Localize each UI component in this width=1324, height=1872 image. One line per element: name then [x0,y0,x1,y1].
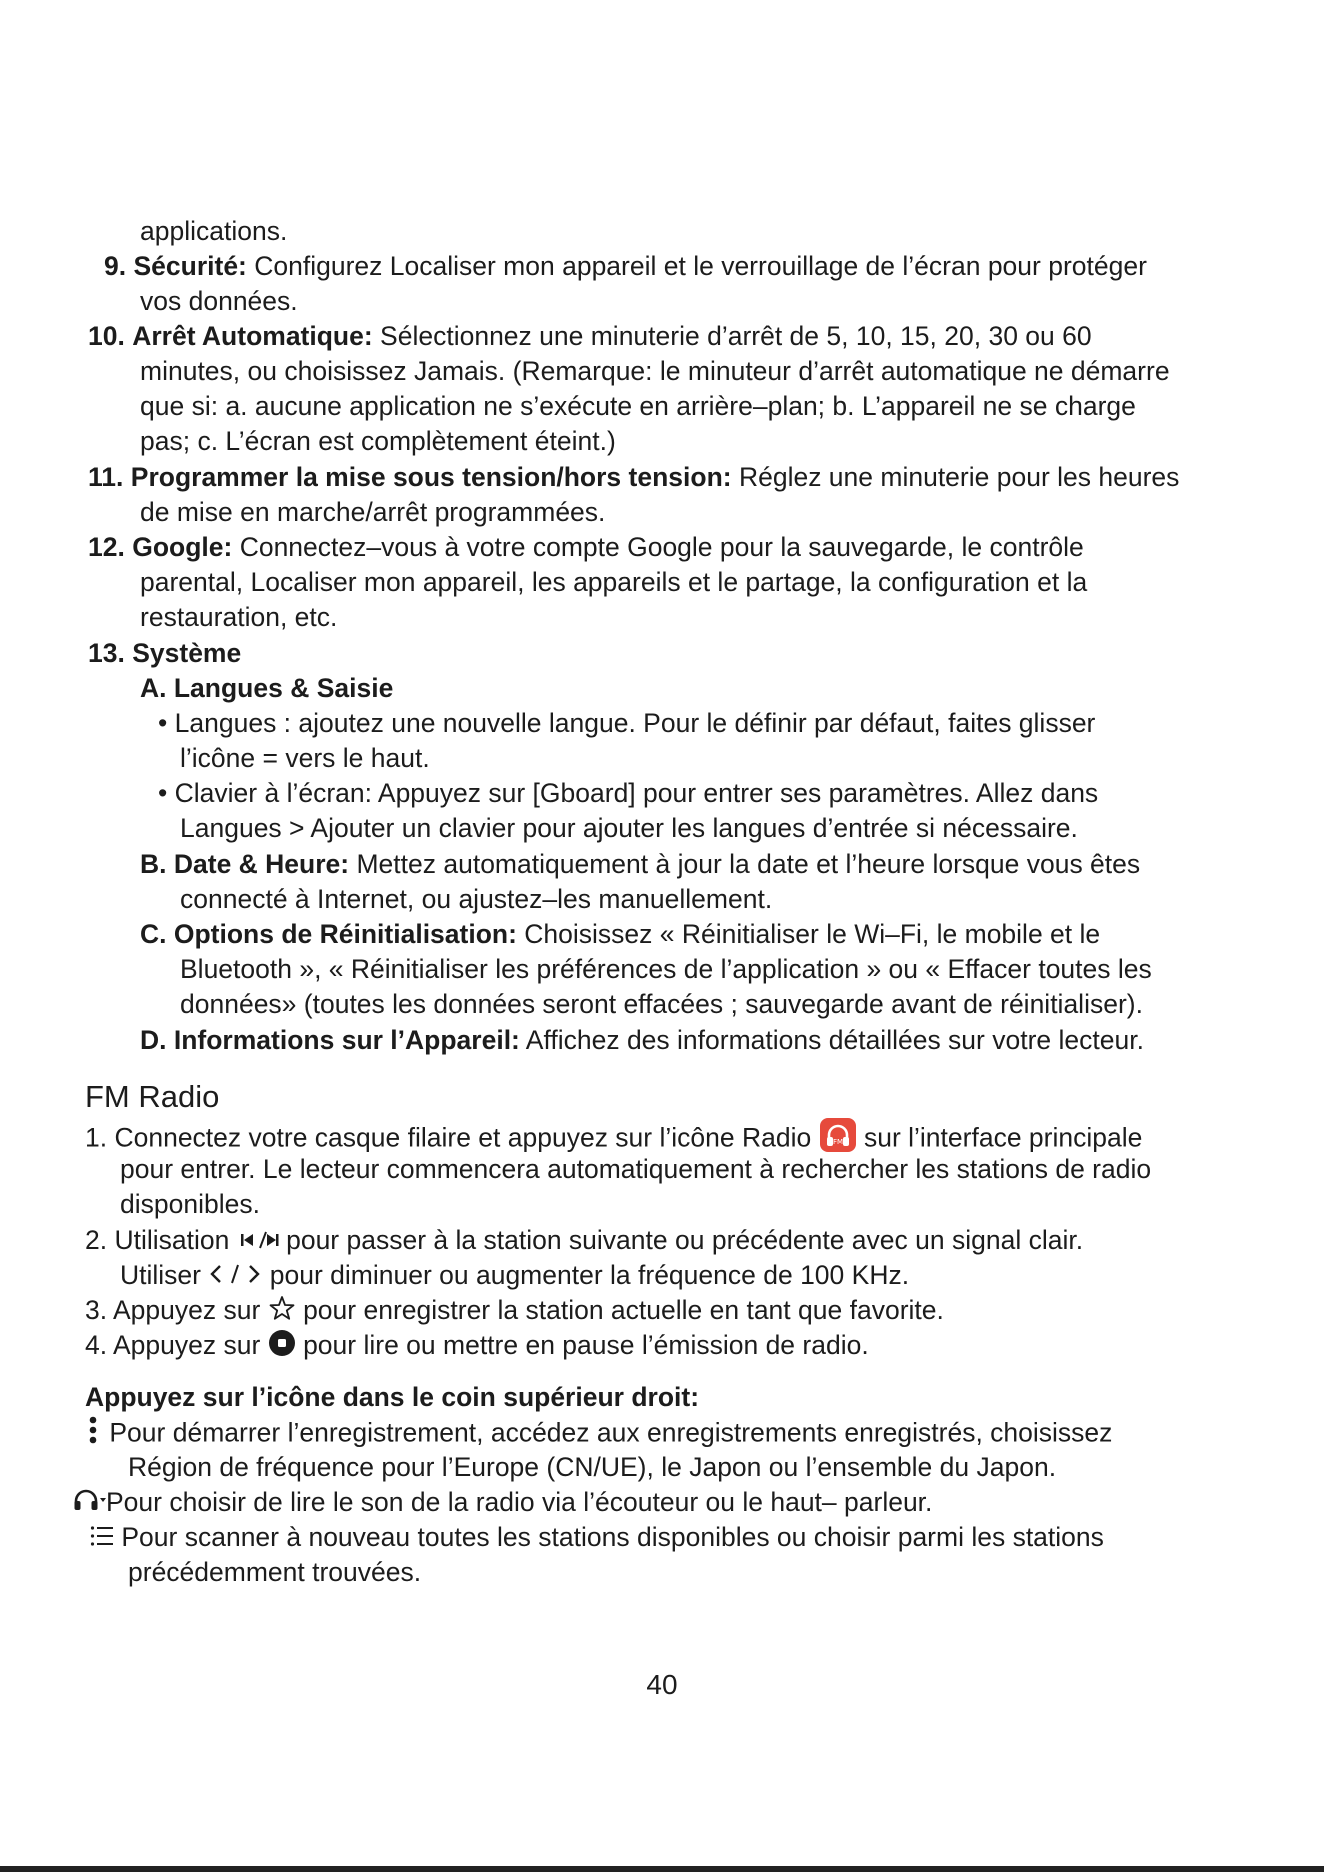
list-icon [90,1522,114,1557]
bullet-langues: • Langues : ajoutez une nouvelle langue. Pour le définir par défaut, faites glisser [158,708,1096,738]
item-text: Configurez Localiser mon appareil et le verrouillage de l’écran pour protéger [246,251,1147,281]
item-12 [88,530,1084,565]
step-text: pour enregistrer la station actuelle en tant que favorite. [303,1295,944,1325]
step-text: sur l’interface principale [863,1122,1143,1153]
chevron-left-right-icon [208,1260,262,1295]
subsection-text: Mettez automatiquement à jour la date et l’heure lorsque vous êtes [349,849,1141,879]
item-9 [104,249,1147,284]
star-icon [268,1294,296,1331]
step-text: 2. Utilisation [85,1225,230,1255]
item-title: Programmer la mise sous tension/hors tension: [130,462,732,492]
subsection-c-line-2: Bluetooth », « Réinitialiser les préférences de l’application » ou « Effacer toutes les [180,954,1152,984]
step-text: pour diminuer ou augmenter la fréquence de 100 KHz. [269,1260,910,1290]
item-title: Google: [132,532,233,562]
svg-text:FM: FM [832,1138,843,1146]
item-10-line-2: minutes, ou choisissez Jamais. (Remarque: le minuteur d’arrêt automatique ne démarre [140,356,1170,386]
prev-next-icon [237,1225,279,1260]
item-11-line-2: de mise en marche/arrêt programmées. [140,497,606,527]
item-title: Sécurité: [133,251,247,281]
bullet-clavier-line-2: Langues > Ajouter un clavier pour ajouter les langues d’entrée si nécessaire. [180,813,1078,843]
step-text: Utiliser [120,1260,201,1290]
menu-option-line-2: Région de fréquence pour l’Europe (CN/UE), le Japon ou l’ensemble du Japon. [128,1452,1057,1482]
list-option [90,1520,1104,1557]
subsection-title: D. Informations sur l’Appareil: [140,1025,520,1055]
step-text: pour lire ou mettre en pause l’émission de radio. [303,1330,869,1360]
subsection-c [140,917,1100,952]
item-12-line-2: parental, Localiser mon appareil, les appareils et le partage, la configuration et la [140,567,1088,597]
item-10-line-3: que si: a. aucune application ne s’exécute en arrière–plan; b. L’appareil ne se charge [140,391,1136,421]
option-text: Pour démarrer l’enregistrement, accédez aux enregistrements enregistrés, choisissez [109,1417,1113,1448]
subsection-title: C. Options de Réinitialisation: [140,919,517,949]
intro-continuation: applications. [140,216,288,246]
bullet-langues-line-2: l’icône = vers le haut. [180,743,430,773]
item-number: 9. [104,251,127,281]
subsection-text: Choisissez « Réinitialiser le Wi–Fi, le mobile et le [516,919,1101,949]
fm-step-4 [85,1328,869,1366]
menu-option [84,1415,1112,1454]
step-text: 3. Appuyez sur [85,1295,261,1325]
item-number: 13. [88,638,125,668]
subsection-b [140,847,1140,882]
item-number: 11. [88,462,124,492]
subsection-title: A. Langues & Saisie [140,673,394,703]
step-text: pour passer à la station suivante ou précédente avec un signal clair. [286,1225,1084,1255]
fm-radio-heading: FM Radio [85,1079,220,1114]
item-number: 12. [88,532,125,562]
subsection-b-line-2: connecté à Internet, ou ajustez–les manuellement. [180,884,773,914]
item-title: Système [132,638,242,668]
subsection-c-line-3: données» (toutes les données seront effacées ; sauvegarde avant de réinitialiser). [180,989,1143,1019]
item-title: Arrêt Automatique: [132,321,373,351]
bottom-edge-bar [0,1866,1324,1872]
option-text: Pour scanner à nouveau toutes les stations disponibles ou choisir parmi les stations [121,1522,1104,1552]
fm-step-2-line-2 [120,1258,909,1295]
step-text: 4. Appuyez sur [85,1330,261,1360]
option-text: Pour choisir de lire le son de la radio via l’écouteur ou le haut– parleur. [106,1487,933,1517]
fm-step-1-line-3: disponibles. [120,1189,260,1219]
item-9-line-2: vos données. [140,286,298,316]
fm-step-3 [85,1293,944,1331]
item-10 [88,319,1092,354]
item-text: Connectez–vous à votre compte Google pour la sauvegarde, le contrôle [232,532,1084,562]
list-option-line-2: précédemment trouvées. [128,1557,422,1587]
subsection-text: Affichez des informations détaillées sur votre lecteur. [519,1025,1144,1055]
item-text: Réglez une minuterie pour les heures [731,462,1180,492]
item-12-line-3: restauration, etc. [140,602,338,632]
corner-icons-heading [85,1380,699,1415]
item-number: 10. [88,321,125,351]
page-number: 40 [646,1669,678,1700]
step-text: 1. Connectez votre casque filaire et appuyez sur l’icône Radio [85,1122,812,1153]
item-13 [88,636,241,671]
headphone-icon [72,1487,106,1522]
bullet-clavier: • Clavier à l’écran: Appuyez sur [Gboard] pour entrer ses paramètres. Allez dans [158,778,1099,808]
fm-step-2 [85,1223,1083,1260]
item-11 [88,460,1179,495]
subsection-a-title [140,671,393,706]
subsection-d [140,1023,1144,1058]
fm-step-1-line-2: pour entrer. Le lecteur commencera automatiquement à rechercher les stations de radio [120,1154,1152,1184]
vertical-dots-icon [84,1415,102,1454]
item-10-line-4: pas; c. L’écran est complètement éteint.) [140,426,616,456]
subsection-title: B. Date & Heure: [140,849,350,879]
heading-text: Appuyez sur l’icône dans le coin supérieur droit: [85,1382,700,1412]
item-text: Sélectionnez une minuterie d’arrêt de 5, 10, 15, 20, 30 ou 60 [372,321,1092,351]
play-pause-icon [268,1329,296,1366]
headphone-option [72,1485,932,1522]
